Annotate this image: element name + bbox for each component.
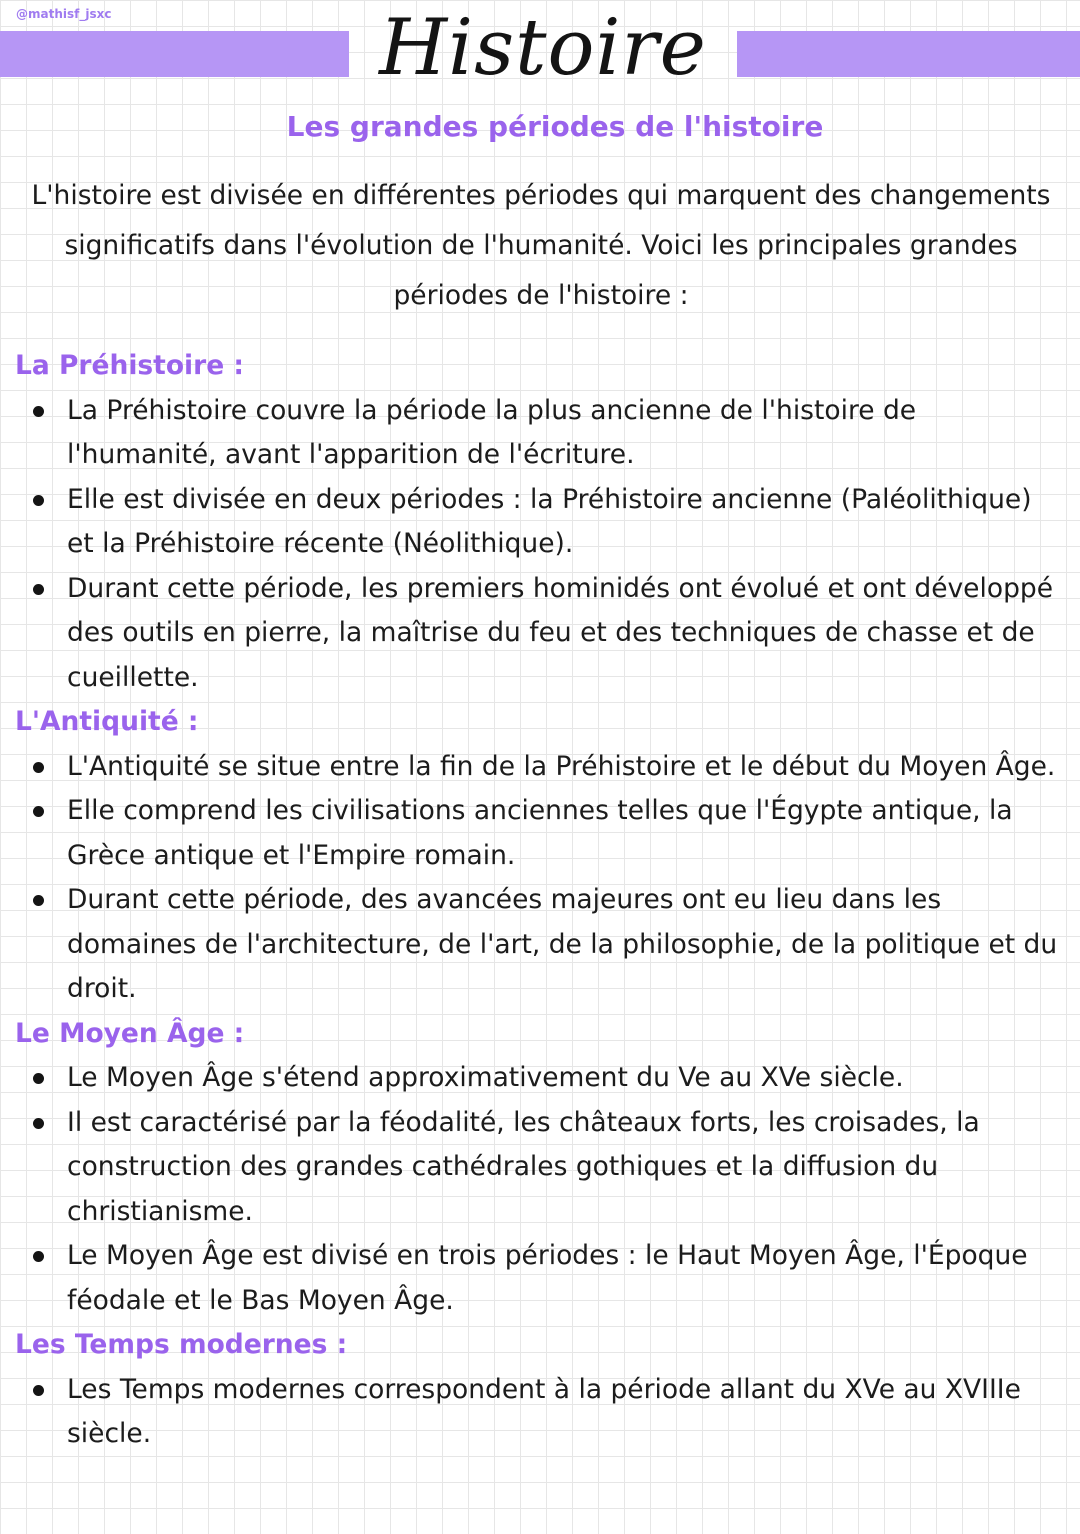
list-item-text: Durant cette période, des avancées majeures ont eu lieu dans les domaines de l'architecture, de l'art, de la philosophie, de la politique et du droit. bbox=[67, 884, 1058, 1004]
bullet-dot-icon bbox=[33, 1251, 44, 1262]
bullet-dot-icon bbox=[33, 1385, 44, 1396]
list-item bbox=[0, 1101, 1080, 1235]
list-item-text: Le Moyen Âge s'étend approximativement du Ve au XVe siècle. bbox=[67, 1062, 904, 1093]
bullet-dot-icon bbox=[33, 1073, 44, 1084]
list-item bbox=[0, 389, 1080, 478]
list-item-text: La Préhistoire couvre la période la plus ancienne de l'histoire de l'humanité, avant l'apparition de l'écriture. bbox=[67, 394, 917, 470]
bullet-dot-icon bbox=[33, 762, 44, 773]
bullet-list bbox=[0, 389, 1080, 701]
list-item-text: Le Moyen Âge est divisé en trois périodes : le Haut Moyen Âge, l'Époque féodale et le Bas Moyen Âge. bbox=[67, 1240, 1028, 1316]
bullet-list bbox=[0, 1368, 1080, 1457]
bullet-dot-icon bbox=[33, 495, 44, 506]
page-title: Histoire bbox=[379, 3, 707, 93]
list-item bbox=[0, 789, 1080, 878]
header-band-right bbox=[737, 31, 1080, 77]
list-item bbox=[0, 1056, 1080, 1101]
section-antiquite bbox=[0, 700, 1080, 1012]
section-temps-modernes bbox=[0, 1323, 1080, 1457]
section-moyen-age bbox=[0, 1012, 1080, 1324]
list-item bbox=[0, 567, 1080, 701]
list-item bbox=[0, 878, 1080, 1012]
list-item-text: Les Temps modernes correspondent à la période allant du XVe au XVIIIe siècle. bbox=[67, 1373, 1021, 1449]
bullet-dot-icon bbox=[33, 806, 44, 817]
list-item-text: Il est caractérisé par la féodalité, les châteaux forts, les croisades, la construction des grandes cathédrales gothiques et la diffusion du christianisme. bbox=[67, 1106, 980, 1227]
bullet-list bbox=[0, 745, 1080, 1012]
section-prehistoire bbox=[0, 344, 1080, 700]
list-item-text: Durant cette période, les premiers hominidés ont évolué et ont développé des outils en pierre, la maîtrise du feu et des techniques de chasse et de cueillette. bbox=[67, 572, 1054, 693]
bullet-dot-icon bbox=[33, 584, 44, 595]
list-item bbox=[0, 1368, 1080, 1457]
list-item-text: Elle comprend les civilisations anciennes telles que l'Égypte antique, la Grèce antique et l'Empire romain. bbox=[67, 795, 1013, 871]
sections-container bbox=[0, 344, 1080, 1457]
list-item-text: Elle est divisée en deux périodes : la Préhistoire ancienne (Paléolithique) et la Préhistoire récente (Néolithique). bbox=[67, 483, 1032, 559]
section-title: La Préhistoire : bbox=[15, 350, 245, 381]
list-item bbox=[0, 478, 1080, 567]
page-subtitle: Les grandes périodes de l'histoire bbox=[286, 110, 824, 143]
list-item bbox=[0, 1234, 1080, 1323]
bullet-dot-icon bbox=[33, 895, 44, 906]
section-title: L'Antiquité : bbox=[15, 706, 199, 737]
header-band-left bbox=[0, 31, 349, 77]
section-title: Les Temps modernes : bbox=[15, 1329, 348, 1360]
bullet-dot-icon bbox=[33, 406, 44, 417]
intro-paragraph: L'histoire est divisée en différentes périodes qui marquent des changements significatifs dans l'évolution de l'humanité. Voici les principales grandes périodes de l'histoire : bbox=[31, 180, 1051, 311]
section-title: Le Moyen Âge : bbox=[15, 1017, 245, 1049]
list-item bbox=[0, 745, 1080, 790]
list-item-text: L'Antiquité se situe entre la fin de la Préhistoire et le début du Moyen Âge. bbox=[67, 750, 1056, 782]
author-watermark: @mathisf_jsxc bbox=[16, 7, 112, 21]
bullet-dot-icon bbox=[33, 1118, 44, 1129]
bullet-list bbox=[0, 1056, 1080, 1323]
